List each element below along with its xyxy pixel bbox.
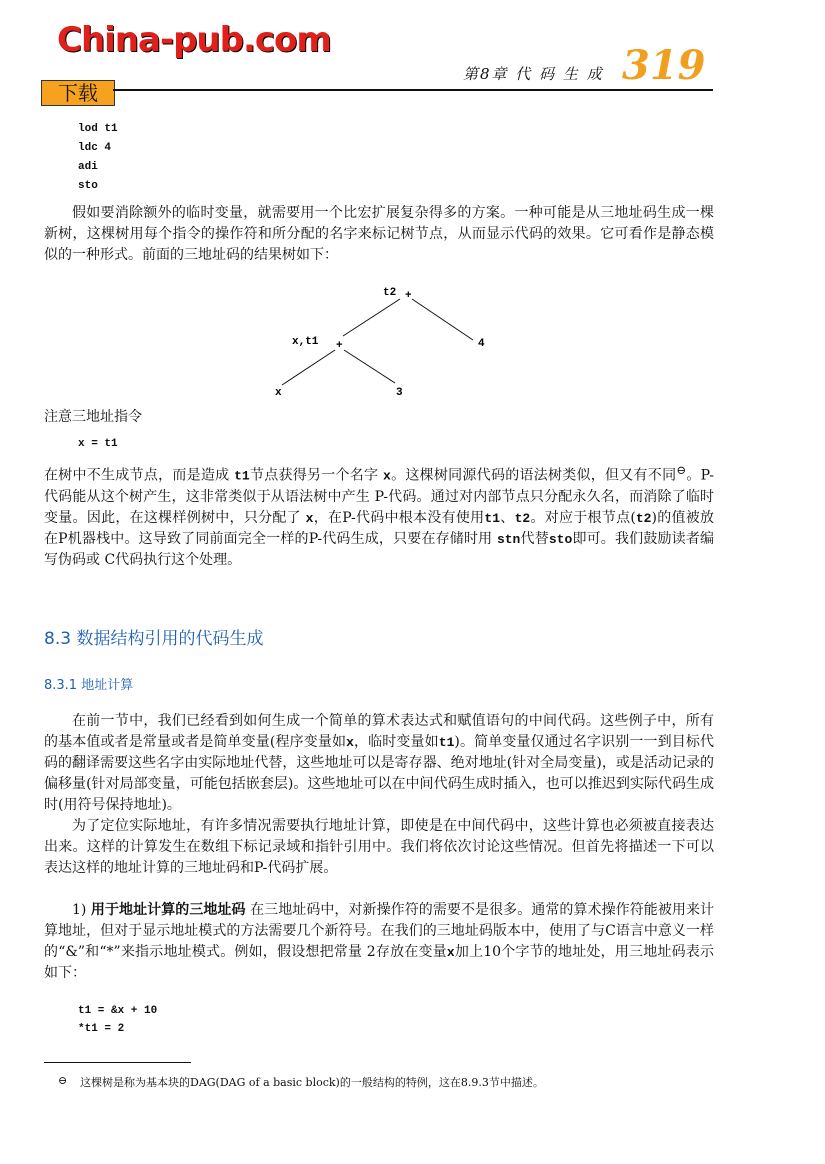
tree-leaf-x: x	[275, 387, 282, 399]
footnote-rule	[44, 1062, 191, 1063]
footnote-symbol: ⊖	[58, 1074, 68, 1087]
tree-node-root-label: t2	[383, 287, 397, 299]
footnote-text: 这棵树是称为基本块的DAG(DAG of a basic block)的一般结构的特例，这在8.9.3节中描述。	[80, 1076, 544, 1089]
code-line: adi	[78, 161, 98, 173]
tree-edge	[344, 350, 395, 383]
code-line: *t1 = 2	[78, 1023, 125, 1035]
tree-leaf-4: 4	[478, 338, 485, 350]
bold-term: 用于地址计算的三地址码	[90, 902, 246, 918]
section-heading: 8.3 数据结构引用的代码生成	[44, 629, 264, 649]
paragraph: 假如要消除额外的临时变量，就需要用一个比宏扩展复杂得多的方案。一种可能是从三地址码生成一棵新树，这棵树用每个指令的操作符和所分配的名字来标记树节点，从而显示代码的效果。它可看作是静态模似的一种形式。前面的三地址码的结果树如下：	[44, 205, 714, 263]
code-inline: t1	[438, 735, 455, 750]
paragraph: 注意三地址指令	[44, 409, 142, 425]
code-line: t1 = &x + 10	[78, 1005, 158, 1017]
code-inline: x	[383, 468, 391, 484]
code-inline: x	[446, 945, 455, 960]
header-rule	[113, 89, 713, 91]
tree-edge	[282, 350, 335, 385]
syntax-tree-diagram	[240, 283, 520, 403]
code-line: ldc 4	[78, 142, 112, 154]
chapter-title: 第8章 代 码 生 成	[463, 65, 604, 83]
download-badge[interactable]: 下载	[41, 80, 115, 106]
code-inline: x	[346, 735, 354, 750]
subsection-heading: 8.3.1 地址计算	[44, 678, 134, 693]
code-inline: t2	[514, 510, 531, 526]
code-inline: x	[305, 510, 314, 526]
code-line: x = t1	[78, 438, 118, 450]
tree-node-root-op: +	[405, 290, 412, 302]
code-inline: t1	[484, 510, 501, 526]
tree-leaf-3: 3	[396, 387, 403, 399]
code-line: lod t1	[78, 123, 118, 135]
paragraph: 在树中不生成节点，而是造成 t1节点获得另一个名字 x。这棵树同源代码的语法树类似，但又有不同⊖。P-代码能从这个树产生，这非常类似于从语法树中产生 P-代码。通过对内部节点只分配永久名，而消除了临时变量。因此，在这棵样例树中，只分配了 x，在P-代码中根本没有使用t1、t2。对应于根节点(t2)的值被放在P机器栈中。这导致了同前面完全一样的P-代码生成，只要在存储时用 stn代替sto即可。我们鼓励读者编写伪码或 C代码执行这个处理。	[44, 463, 715, 568]
tree-edge	[343, 299, 400, 336]
paragraph: 在前一节中，我们已经看到如何生成一个简单的算术表达式和赋值语句的中间代码。这些例子中，所有的基本值或者是常量或者是简单变量(程序变量如x，临时变量如t1)。简单变量仅通过名字识别一一到目标代码的翻译需要这些名字由实际地址代替，这些地址可以是寄存器、绝对地址(针对全局变量)，或是活动记录的偏移量(针对局部变量，可能包括嵌套层)。这些地址可以在中间代码生成时插入，也可以推迟到实际代码生成时(用符号保持地址)。	[44, 713, 714, 813]
page-number: 319	[622, 42, 706, 89]
footnote-marker[interactable]: ⊖	[676, 463, 687, 477]
paragraph: 为了定位实际地址，有许多情况需要执行地址计算，即使是在中间代码中，这些计算也必须被直接表达出来。这样的计算发生在数组下标记录域和指针引用中。我们将依次讨论这些情况。但首先将描述一下可以表达这样的地址计算的三地址码和P-代码扩展。	[44, 818, 714, 876]
code-inline: stn	[496, 531, 521, 547]
tree-node-inner-op: +	[336, 340, 343, 352]
paragraph: 1) 用于地址计算的三地址码 在三地址码中，对新操作符的需要不是很多。通常的算术操作符能被用来计算地址，但对于显示地址模式的方法需要几个新符号。在我们的三地址码版本中，使用了与C语言中意义一样的“&”和“*”来指示地址模式。例如，假设想把常量 2存放在变量x加上10个字节的地址处，用三地址码表示如下：	[44, 902, 715, 981]
code-inline: sto	[548, 531, 573, 547]
site-logo: China-pub.com	[57, 20, 331, 60]
code-inline: t2	[635, 510, 652, 526]
tree-edge	[412, 299, 473, 340]
tree-node-inner-label: x,t1	[292, 336, 319, 348]
code-inline: t1	[234, 468, 250, 484]
code-line: sto	[78, 180, 98, 192]
